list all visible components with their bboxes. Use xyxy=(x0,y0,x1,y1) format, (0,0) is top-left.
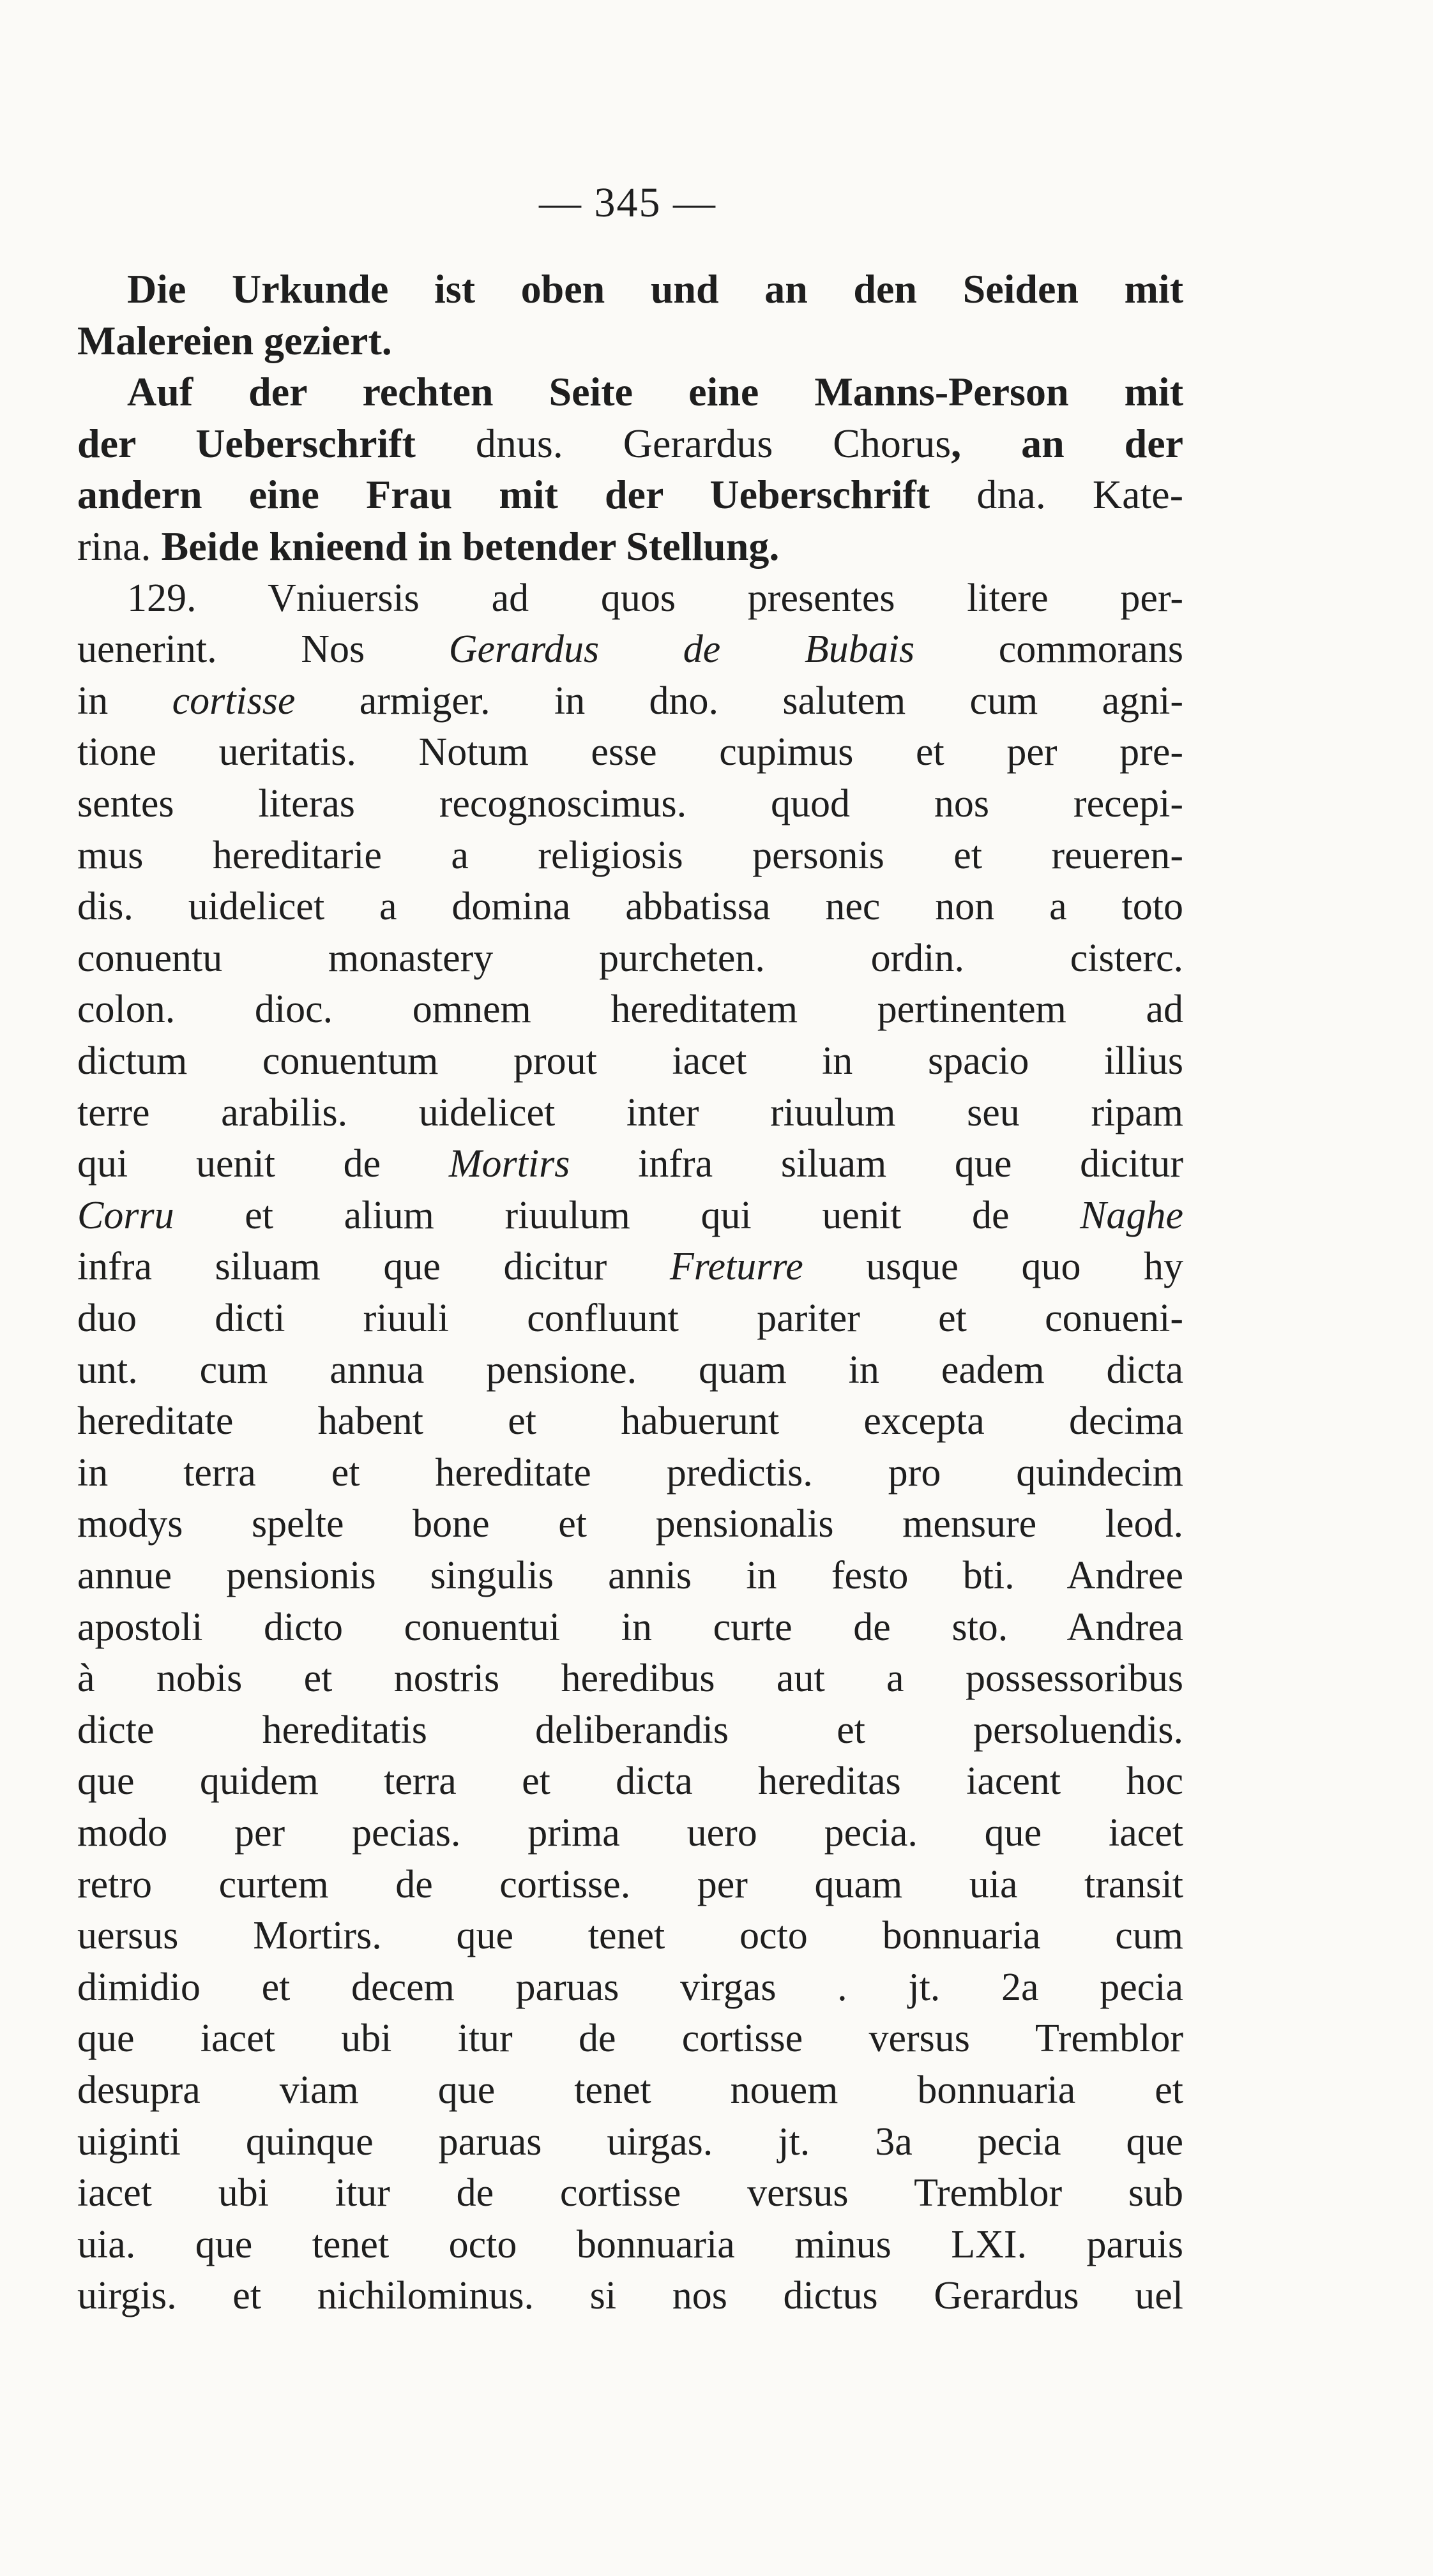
text-segment: usque quo hy xyxy=(803,1245,1183,1289)
text-line xyxy=(77,1965,1183,2010)
text-line xyxy=(77,1090,1183,1135)
text-line xyxy=(77,1244,1183,1289)
text-line xyxy=(77,370,1183,414)
text-line xyxy=(77,421,1183,466)
text-line xyxy=(77,2222,1183,2267)
text-segment: andern eine Frau mit der Ueberschrift xyxy=(77,472,977,518)
text-line xyxy=(77,1759,1183,1804)
text-segment: in xyxy=(77,679,172,723)
text-line xyxy=(77,781,1183,826)
text-segment: retro curtem de cortisse. per quam uia transit xyxy=(77,1862,1183,1906)
text-segment: que iacet ubi itur de cortisse versus Tremblor xyxy=(77,2017,1183,2061)
text-segment: uersus Mortirs. que tenet octo bonnuaria cum xyxy=(77,1914,1183,1958)
text-segment: infra siluam que dicitur xyxy=(77,1245,670,1289)
text-segment: sentes literas recognoscimus. quod nos recepi- xyxy=(77,782,1183,825)
italic-name: Gerardus de Bubais xyxy=(448,628,915,672)
text-line xyxy=(77,936,1183,981)
text-line xyxy=(77,1039,1183,1083)
text-segment: dictum conuentum prout iacet in spacio illius xyxy=(77,1039,1183,1083)
text-line xyxy=(77,730,1183,774)
text-segment: dis. uidelicet a domina abbatissa nec non a toto xyxy=(77,885,1183,929)
text-segment: terre arabilis. uidelicet inter riuulum seu ripam xyxy=(77,1090,1183,1134)
text-segment: in terra et hereditate predictis. pro quindecim xyxy=(77,1450,1183,1495)
text-segment: Die Urkunde ist oben und an den Seiden mit xyxy=(127,266,1183,312)
latin-text: rina. xyxy=(77,523,151,569)
text-line xyxy=(77,472,1183,517)
text-segment: uiginti quinque paruas uirgas. jt. 3a pecia que xyxy=(77,2120,1183,2164)
text-line xyxy=(77,2120,1183,2164)
text-line xyxy=(77,2273,1183,2318)
text-line xyxy=(77,267,1183,312)
text-line xyxy=(77,2016,1183,2061)
text-line xyxy=(77,1913,1183,1958)
text-line xyxy=(77,627,1183,672)
text-segment: unt. cum annua pensione. quam in eadem dicta xyxy=(77,1348,1183,1392)
italic-name: cortisse xyxy=(172,679,296,723)
text-segment: mus hereditarie a religiosis personis et reueren- xyxy=(77,833,1183,877)
text-segment: uenerint. Nos xyxy=(77,628,449,672)
text-line xyxy=(77,2068,1183,2113)
text-line xyxy=(77,1502,1183,1546)
text-segment: dicte hereditatis deliberandis et persoluendis. xyxy=(77,1708,1183,1752)
text-segment: hereditate habent et habuerunt excepta decima xyxy=(77,1399,1183,1443)
text-segment: armiger. in dno. salutem cum agni- xyxy=(295,679,1183,723)
italic-name: Freturre xyxy=(669,1245,803,1289)
page-number: — 345 — xyxy=(539,179,716,226)
italic-name: Mortirs xyxy=(448,1142,570,1186)
text-segment: iacet ubi itur de cortisse versus Tremblor sub xyxy=(77,2171,1183,2215)
text-segment: à nobis et nostris heredibus aut a possessoribus xyxy=(77,1657,1183,1701)
italic-name: Corru xyxy=(77,1193,174,1237)
text-segment: 129. Vniuersis ad quos presentes litere per- xyxy=(127,576,1183,620)
latin-text: dnus. Gerardus Chorus xyxy=(475,420,952,466)
text-line xyxy=(77,884,1183,929)
text-line xyxy=(77,1605,1183,1650)
text-segment: Auf der rechten Seite eine Manns-Person mit xyxy=(127,369,1183,415)
text-segment: dimidio et decem paruas virgas . jt. 2a pecia xyxy=(77,1965,1183,2009)
text-segment: conuentu monastery purcheten. ordin. cisterc. xyxy=(77,936,1183,980)
text-segment: desupra viam que tenet nouem bonnuaria et xyxy=(77,2068,1183,2112)
text-line xyxy=(77,576,1183,621)
text-line xyxy=(77,833,1183,878)
text-segment: modo per pecias. prima uero pecia. que iacet xyxy=(77,1811,1183,1855)
text-line xyxy=(77,1141,1183,1186)
text-segment: annue pensionis singulis annis in festo bti. Andree xyxy=(77,1554,1183,1597)
text-segment: , an der xyxy=(951,420,1183,466)
text-segment: Beide knieend in betender Stellung. xyxy=(151,523,780,569)
text-segment: duo dicti riuuli confluunt pariter et conueni- xyxy=(77,1297,1183,1340)
text-line xyxy=(77,1450,1183,1495)
text-line xyxy=(77,1656,1183,1701)
text-line xyxy=(77,1553,1183,1598)
text-segment: uia. que tenet octo bonnuaria minus LXI. paruis xyxy=(77,2222,1183,2266)
text-segment: que quidem terra et dicta hereditas iacent hoc xyxy=(77,1759,1183,1804)
text-line xyxy=(77,2171,1183,2215)
text-line xyxy=(77,679,1183,723)
text-segment: et alium riuulum qui uenit de xyxy=(174,1193,1080,1237)
text-line xyxy=(77,1399,1183,1443)
text-line xyxy=(77,1348,1183,1392)
text-line xyxy=(77,1862,1183,1907)
text-segment: colon. dioc. omnem hereditatem pertinentem ad xyxy=(77,988,1183,1032)
text-line xyxy=(77,1193,1183,1238)
text-segment: commorans xyxy=(914,628,1184,672)
text-line xyxy=(77,524,1183,569)
latin-text: dna. Kate- xyxy=(976,472,1184,518)
text-segment: der Ueberschrift xyxy=(77,420,476,466)
text-segment: apostoli dicto conuentui in curte de sto. Andrea xyxy=(77,1605,1183,1649)
italic-name: Naghe xyxy=(1080,1193,1183,1237)
text-line xyxy=(77,987,1183,1032)
text-segment: modys spelte bone et pensionalis mensure leod. xyxy=(77,1502,1183,1546)
text-segment: Malereien geziert. xyxy=(77,317,392,363)
text-segment: qui uenit de xyxy=(77,1142,449,1186)
text-segment: uirgis. et nichilominus. si nos dictus Gerardus uel xyxy=(77,2274,1183,2318)
text-line xyxy=(77,1296,1183,1341)
text-segment: tione ueritatis. Notum esse cupimus et per pre- xyxy=(77,730,1183,774)
text-line xyxy=(77,319,1183,363)
text-line xyxy=(77,1708,1183,1752)
text-line xyxy=(77,1811,1183,1855)
text-segment: infra siluam que dicitur xyxy=(570,1142,1183,1186)
